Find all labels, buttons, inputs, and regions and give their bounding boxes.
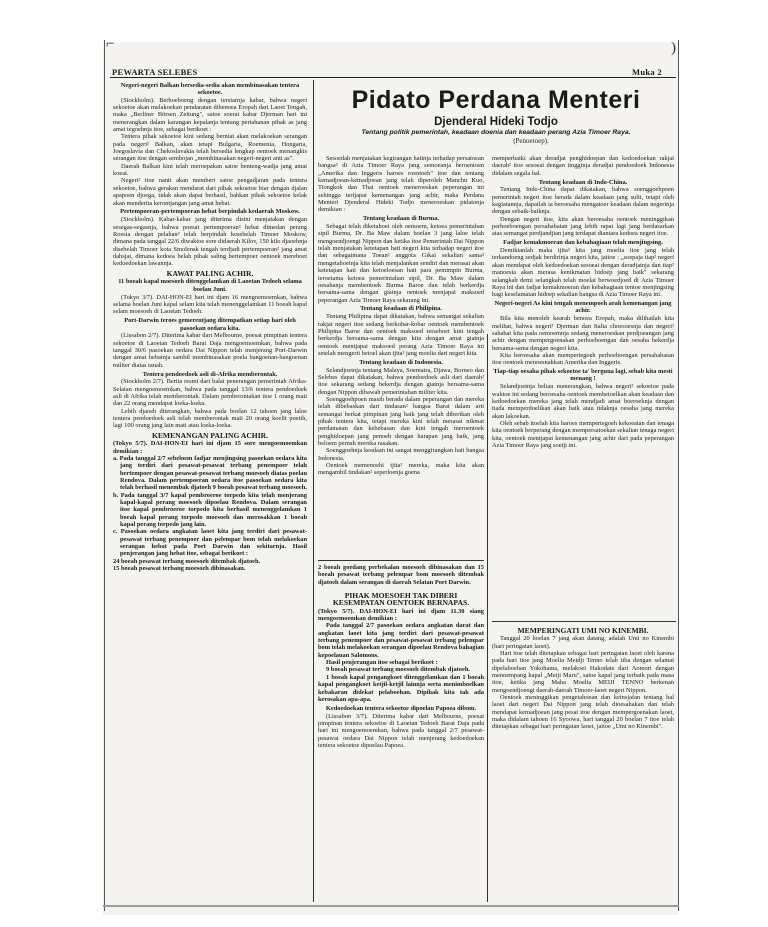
page-left-edge — [104, 40, 105, 911]
paragraph: Oentoek memenoehi tjita² mereka, maka kita akan mengambil tindakan² seperloenja goena — [318, 462, 484, 477]
edge-tick-mark: ) — [671, 40, 676, 56]
paragraph: Oentoek meninggikan pengetahoean dan keinsjafan tentang hal laoet dari negeri Dai Nippon jang telah dioesahakan dan telah mendapat kemadjoean jang pesat itoe dengan mempergoenakan laoet, maka didalam tahoen 16 Syoowa, hari tanggal 20 boelan 7 itoe telah ditetapkan sebagai hari peringatan laoet, jaitoe „Umi no Kinembi". — [492, 694, 674, 731]
paragraph: Kita beroesaha akan mempertegoeh perhoeboengan persahabatan itoe oentoek menoesnahkan Amerika dan Inggeris. — [492, 351, 674, 367]
list-item: a. Pada tanggal 2/7 sebeloem fadjar menjingsing pasoekan oedara kita jang terdiri dari pesawat-pesawat terbang penempoer telah bertempoer dengan pesawat-pesawat terbang moesoeh diatas poelau Rendova. Dalam pertempoeran oedara itoe pasoekan oedara kita telah berhasil menembak djatoeh 9 boeah pesawat terbang moesoeh. — [113, 454, 307, 492]
mid-column-lower — [318, 564, 484, 902]
paragraph: Soenggoehnja keadaan ini sangat menggirangkan hati bangsa Indonesia. — [318, 447, 484, 462]
headline-moskow: Pertempoeran-pertempoeran hebat berpindah kedaerah Moskow. — [120, 208, 300, 216]
section-heading-fadjar: Fadjar kemakmoeran dan kebahagiaan telah menjingsing. — [503, 239, 663, 247]
headline-kawat-paling-achir: KAWAT PALING ACHIR. — [166, 268, 254, 278]
main-article-title: Pidato Perdana Menteri — [351, 86, 641, 114]
headline-pihak-moesoeh: PIHAK MOESOEH TAK DIBERI KESEMPATAN OENTOEK BERNAPAS. — [332, 591, 470, 608]
page-number: Muka 2 — [632, 67, 662, 77]
main-article-column-a — [318, 155, 484, 557]
paragraph: Daerah Balkan kini telah meroepakan satoe benteng-wadja jang amat koeat. — [113, 162, 307, 178]
result-line: 24 boeah pesawat terbang moesoeh ditembak djatoeh. — [113, 557, 261, 565]
result-line: 15 boeah pesawat terbang moesoeh dibinasakan. — [113, 565, 246, 572]
paragraph: Demikianlah maka tjita² kita jang moelia itoe jang telah terkandoeng sedjak berdirinja negeri kita, jaitoe : „soepaja tiap² negeri akan mendapat oleh kedoedoekan sesoeai dengan deradjatnja dan tiap² manoesia akan merasa kenikmatan hidoep jang baik" sekarang selangkah demi selangkah telah moelai berwoedjoed di Azia Timoer Raya ini dan fadjar kemakmoeran dan kebahagiaan tentoe menjingsing bagi keselamatan hidoep sekalian bangsa di Azia Timoer Raya ini. — [492, 247, 674, 299]
paragraph: Sebagai telah diketahoei oleh oemoem, ketoea pemerintahan sipil Burma, Dr. Ba Maw dalam boelan 3 jang laloe telah mengoendjoengi Nippon dan ketika itoe Pemerintah Dai Nippon telah menjatakan ketetapan hati negeri kita terhadap negeri itoe dan sebagaimana Toean² anggota Gikai sekalian sama² mengetahoeinja kita telah menjalankan sendiri dan merasai akan ketetapan hati dan ketoeloesan hati para pemimpin Burma, teroetama ketoea pemerintahan sipil, Dr. Ba Maw dalam oesahanja membentoek Burma Baroe dan telah berkerdja bersama-sama dengan giatnja oentoek menjapai maksoed peperangan Azia Timoer Raya sekarang ini. — [318, 223, 484, 304]
paragraph: Hasil penjerangan itoe sebagai berikoet : — [326, 659, 438, 667]
paragraph: Sesoedah menjatakan kegirangan hatinja terhadap persatoean bangsa² di Azia Timoer Raya jang semoeanja beroentoen „Amerika dan Inggeris haroes roentoeh" itoe dan tentang kemadjoean-kemadjoean jang telah diperoleh Manchu Kuo, Tiongkok dan Thai oentoek meneroeskan peperangan ini sehingga tertjapai kemenangan jang achir, maka Perdana Menteri Djenderal Hideki Todjo meneroeskan pidatonja demikian : — [318, 155, 484, 214]
paragraph: 9 boeah pesawat terbang moesoeh ditembak djatoeh. — [326, 666, 470, 674]
paragraph: Oleh sebab itoelah kita haroes mempertegoeh kekoeatan dan tenaga kita oentoek berperang dengan mempersatoekan sekalian tenaga negeri kita, oentoek mentjapai kemenangan jang achir dari pada peperangan Azia Timoer Raya jang soetji ini. — [492, 420, 674, 450]
headline-papoea: Kedoedoekan tentera sekoetoe dipoelau Papoea dibom. — [325, 704, 477, 712]
list-item: b. Pada tanggal 3/7 kapal pembroeroe torpedo kita telah menjerang kapal-kapal perang moesoeh dipoelau Rendova. Dalam serangan itoe kapal pembroeroe torpedo kita berhasil menenggelamkan 1 boeah kapal perang torpedo moesoeh dan merosakkan 1 boeah kapal perang torpedo jang lain. — [113, 491, 307, 528]
paragraph: Dengan negeri itoe, kita akan beroesaha oentoek meninggikan perhoeboengan persahabatan jang lebih rapat lagi jang berdasarkan atas semangat perdjandjian jang terdapat diantara kedoea negeri itoe. — [492, 215, 674, 238]
main-article-byline: (Penoetoep). — [513, 137, 549, 145]
header-rule — [110, 77, 676, 78]
section-heading-indonesia: Tentang keadaan di Indonesia. — [359, 358, 443, 366]
paragraph: Tanggal 20 boelan 7 jang akan datang, adalah Umi no Kinembi (hari peringatan laoet). — [492, 635, 674, 650]
main-article-column-b — [492, 155, 674, 618]
dispatch-intro: (Tokyo 5/7). DAI-HON-EI hari ini djam 11.30 siang mengoemoemkan demikian : — [318, 607, 484, 623]
right-column-lower — [492, 625, 674, 902]
corner-mark: ⌐ — [106, 36, 115, 52]
section-heading-negeri-as: Negeri-negeri As kini tengah menempoeh arah kemenangan jang achir. — [494, 300, 672, 315]
paper-name: PEWARTA SELEBES — [112, 67, 198, 77]
headline-port-darwin: Port-Darwin teroes gemerentjang ditempatkan setiap hari oleh pasoekan oedara kita. — [124, 317, 296, 332]
paragraph: Selandjoetnja tentang Malaya, Soematra, Djawa, Borneo dan Selebes dapat dikatakan, bahwa pendoedoek asli dari daerah² itoe sekarang sedang bekerdja dengan giatnja bersama-sama dengan Nippon dibawah pemerintahan militer kita. — [318, 366, 484, 396]
main-article-masthead — [320, 86, 672, 146]
section-heading-tiap-tiap: Tiap-tiap oesaha pihak sekoetoe ta' berguna lagi, sebab kita mesti menang ! — [493, 368, 673, 383]
paragraph: (Stockholm 2/7). Berita resmi dari balai penerangan pemerintah Afrika-Selatan mengoemoemkan, bahwa pada tanggal 13/6 tentera pendoedoek asli di Afrika telah memberontak. Dalam pemberontakan itoe 1 orang mati dan 22 orang mendapat loeka-loeka. — [113, 378, 307, 408]
paragraph: Selandjoetnja beliau menerangkan, bahwa negeri² sekoetoe pada waktoe ini sedang beroesaha oentoek membetoelkan akan keadaan dan kedoedoekan mereka jang telah mendjadi amat boeroeknja dengan tiada memperdoelikan akan baik atau tidaknja oesaha jang mereka akan lakoekan. — [492, 383, 674, 420]
page-right-edge — [678, 40, 679, 911]
paragraph: 1 boeah kapal pengangkoet ditenggelamkan dan 1 boeah kapal pengangkoet ketjil-ketjil lainnja serta menimboelkan kebakaran didekat pelaboehan. Dipihak kita tak ada kerosakan apa-apa. — [318, 673, 484, 703]
paragraph: Hari itoe telah ditetapkan sebagai hari peringatan laoet oleh karena pada hari itoe jang Moelia Meidji Tenno telah tiba dengan selamat dipelaboehan Yokohama, melakoei Hakodate dari Aomori dengan menoempang kapal „Meiji Maru", satoe kapal jang terbaik pada masa itoe, ketika jang Maha Moelia MEIJI TENNO berkenan mengoendjoengi daerah-daerah Timoer-laoet negeri Nippon. — [492, 650, 674, 694]
paragraph: (Tokyo 3/7). DAI-HON-EI hari ini djam 16 mengoemoemkan, bahwa selama boelan Juni kapal selam kita telah menenggelamkan 11 boeah kapal selam moesoeh di Laoetan Tedoeh. — [113, 293, 307, 316]
main-article-deck: Tentang politik pemerintah, keadaan doenia dan keadaan perang Azia Timoer Raya. — [361, 129, 631, 136]
left-column — [113, 80, 307, 902]
headline-kemenangan: KEMENANGAN PALING ACHIR. — [151, 430, 269, 440]
section-heading-indo-china: Tentang keadaan di Indo-China. — [538, 178, 628, 186]
paragraph: memperbaiki akan deradjat penghidoepan dan kedoedoekan rakjat daerah² itoe sesoeai dengan tingginja deradjat pendoedoek Indonesia didalam segala hal. — [492, 155, 674, 177]
dispatch-intro: (Tokyo 5/7). DAI-HON-EI hari ini djam 15 sore mengoemoemkan demikian : — [113, 440, 307, 455]
column-rule-1 — [313, 80, 314, 902]
subhead-kapal-selam: 11 boeah kapal moesoeh ditenggelamkan di Laoetan Tedoeh selama boelan Juni. — [118, 278, 302, 293]
headline-afrika: Tentera pendoedoek asli di-Afrika memberontak. — [142, 370, 278, 378]
paragraph: Tentang Philipina dapat dikatakan, bahwa semangat sekalian rakjat negeri itoe sedang berkobar-kobar oentoek membentoek Philipina Baroe dan oentoek maksoed terseboet kini tengah berkerdja bersama-sama dengan kita dengan amat giatnja oentoek mentjapai maksoed perang Azia Timoer Raya ini setelah mengerti betoel akan tjita² jang moelia dari negeri kita. — [318, 313, 484, 357]
paragraph: Lebih djaoeh diterangkan, bahwa pada boelan 12 tahoen jang laloe tentera pendoedoek asli telah memberontak mati 20 orang koelit poetih, lagi 100 orang jang lain mati atau loeka-loeka. — [113, 407, 307, 430]
paragraph: (Stockholm). Kabar-kabar jang diterima disini menjatakan dengan sesegas-segasnja, bahwa poesat pertempoeran² hebat dimedan perang Roesia dengan pelahan² telah berpindah kesebelah Timoer Moskow, dimana pada tanggal 22/6 diwaktoe sore didaerah Kilov, 150 kilo djaoehnja disebelah Timoer kota Smolensk tengah terdjadi pertempoeran² jang amat dahsjat, dimana kedoea belah pihak saling bertempoer oentoek mereboet kedoedoekan lawannja. — [113, 216, 307, 268]
section-heading-burma: Tentang keadaan di Burma. — [362, 215, 440, 223]
paragraph: Pada tanggal 2/7 pasoekan oedara angkatan darat dan angkatan laoet kita jang terdiri dari pesawat-pesawat terbang penempoer dan pesawat-pesawat terbang pelempar bom telah melakoekan serangan dipoelau Rendova bahagian kepoelauan Salomons. — [318, 622, 484, 659]
paragraph: Soenggoehpoen masih berada dalam peperangan dan mereka telah dibebaskan dari tindasan² bangsa Barat dalam arti semangat berkat pimpinan jang baik jang telah diberikan oleh pihak tentera kita, tetapi mereka kini telah merasai nikmat perdamaian dan kebebasan dan kini tengah meroentoek penghidoepan jang penoeh dengan harapan jang baik, jang beloem pernah mereka rasakan. — [318, 396, 484, 448]
paragraph: (Lissabon 2/7). Diterima kabar dari Melbourne, poesat pimpinan tentera sekoetoe di Laoetan Tedoeh Barat Daja mengoemoemkan, bahwa pada tanggal 30/6 pasoekan oedara Dai Nippon telah menjerang Port-Darwin dengan amat hebatnja sambil membinasakan poela bangoenan-bangoenan militer diatas tanah. — [113, 332, 307, 369]
paragraph: Bila kita menoleh kearah benoea Eropah, maka dilihatlah kita melihat, bahwa negeri² Djerman dan Italia choesoesnja dan negeri² sahabat kita pada oemoemnja sedang meneroeskan perdjoeangan jang achir dengan mempergoenakan perhoeboengan dan oesaha bekerdja bersama-sama dengan negeri kita. — [492, 315, 674, 352]
paragraph: (Stockholm). Berhoeboeng dengan tersiarnja kabar, bahwa negeri sekoetoe akan melakoekan pendaratan dibenoea Eropah dari Laoet Tengah, maka „Berliner Börsen Zeitung", satoe soerat kabar Djerman hari ini menerangkan dalam karangan kepalanja tentang pertahanan pihak as jang amat tegoehnja itoe, sebagai berikoet : — [113, 96, 307, 134]
section-heading-philipina: Tentang keadaan di Philipina. — [360, 305, 442, 313]
paragraph: Negeri² itoe nanti akan memberi satoe pengadjaran pada tentera sekoetoe, bahwa gerakan mendarat dari pihak sekoetoe biar dengan djalan apapoen djoega, tidak akan dapat berhasil, bahkan pihak sekoetoe kelak akan menderita kerontjangan jang amat hebat. — [113, 177, 307, 207]
headline-goedang: 2 boeah goedang perbekalan moesoeh dibinasakan dan 15 boeah pesawat terbang pelempar bom moesoeh ditembak djatoeh dalam serangan di daerah Selatan Port Darwin. — [318, 564, 484, 586]
page-bottom-edge — [103, 905, 679, 907]
main-article-subtitle: Djenderal Hideki Todjo — [434, 116, 558, 128]
section-rule — [492, 621, 676, 622]
paragraph: (Lissabon 3/7). Diterima kabar dari Melbourne, poesat pimpinan tentera sekoetoe di Laoetan Tedoeh Barat Daja pada hari ini mengoemoemkan, bahwa pada tanggal 2/7 pesawat-pesawat oedara Dai Nippon telah menjerang kedoedoekan tentera sekoetoe dipoelau Papoea. — [318, 712, 484, 749]
paragraph: Tentera pihak sekoetoe kini sedang berniat akan melakoekan serangan pada negeri² Balkan, akan tetapi Bulgaria, Roemenia, Hongaria, Joegoslavia dan Chekoslavakia telah bersedia lengkap oentoek menangkis serangan itoe dengan sembojan „membinasakan negeri-negeri anti as". — [113, 133, 307, 163]
headline-balkan: Negeri-negeri Balkan bersedia-sedia akan membinasakan tentera sekoetoe. — [120, 81, 300, 96]
paragraph: Tentang Indo-China dapat dikatakan, bahwa soenggoehpoen pemerintah negeri itoe berada dalam keadaan jang sulit, tetapi oleh kegiatannja, dapatlah ia beroesaha mengatoer keadaan dalam negerinja dengan sebaik-baiknja. — [492, 186, 674, 216]
headline-umi-no-kinembi: MEMPERINGATI UMI NO KINEMBI. — [517, 626, 649, 635]
list-item: c. Pasoekan oedara angkatan laoet kita jang terdiri dari pesawat-pesawat terbang penempoer dan pelempar bom telah melakoekan serangan hebat pada Port Darwin dan sekitarnja. Hasil penjerangan jang hebat itoe, sebagai berikoet : — [113, 528, 307, 558]
mid-section-rule — [318, 560, 484, 561]
column-rule-2 — [487, 334, 488, 902]
